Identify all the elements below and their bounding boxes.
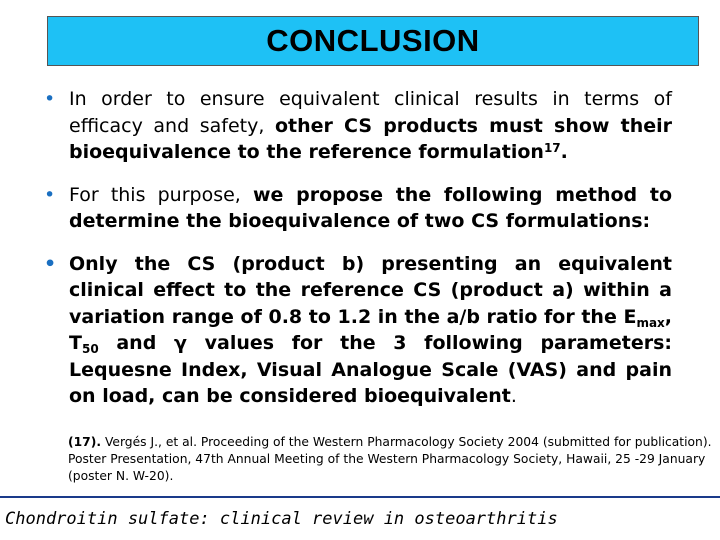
bullet-2-text: For this purpose, xyxy=(69,183,253,206)
reference-17: 17 xyxy=(543,141,561,155)
bullet-1-end: . xyxy=(560,141,568,163)
footer-divider xyxy=(0,496,720,498)
bullet-item-3 xyxy=(40,251,672,410)
bullet-3-part3: values for the 3 following parameters: Lequesne Index, Visual Analogue Scale (VAS) and pain on load, can be considered bioequivalent xyxy=(69,332,672,407)
bullet-3-part1: Only the CS (product b) presenting an equivalent clinical effect to the reference CS (product a) within a variation range of 0.8 to 1.2 in the a/b ratio for the E xyxy=(69,252,672,328)
footnote xyxy=(68,434,716,485)
bullet-1-text: In order to ensure equivalent clinical results in terms of efficacy and safety, xyxy=(69,88,672,137)
bullet-3-end: . xyxy=(510,385,517,407)
footer-caption: Chondroitin sulfate: clinical review in osteoarthritis xyxy=(5,509,558,529)
subscript-max: max xyxy=(636,315,665,330)
bullet-3-sep1: , T xyxy=(69,305,672,354)
bullet-item-2 xyxy=(40,182,672,235)
bullet-dot-icon: • xyxy=(44,183,56,206)
page-title: CONCLUSION xyxy=(266,23,480,58)
bullet-list xyxy=(40,86,672,426)
bullet-3-part2: and xyxy=(98,332,174,354)
bullet-1-bold: other CS products must show their bioequivalence to the reference formulation xyxy=(69,114,672,163)
bullet-dot-icon: • xyxy=(44,252,57,275)
bullet-item-1 xyxy=(40,86,672,166)
footnote-text: Vergés J., et al. Proceeding of the Western Pharmacology Society 2004 (submitted for publication). Poster Presentation, 47th Annual Meeting of the Western Pharmacology Society, Hawaii, 25 -29 January (poster N. W-20). xyxy=(68,435,712,483)
subscript-50: 50 xyxy=(81,342,99,356)
gamma-symbol: γ xyxy=(173,332,187,354)
bullet-2-bold: we propose the following method to determine the bioequivalence of two CS formulations: xyxy=(69,183,672,232)
title-banner xyxy=(47,16,699,66)
footnote-ref-label: (17). xyxy=(68,435,102,449)
bullet-dot-icon: • xyxy=(44,88,56,110)
